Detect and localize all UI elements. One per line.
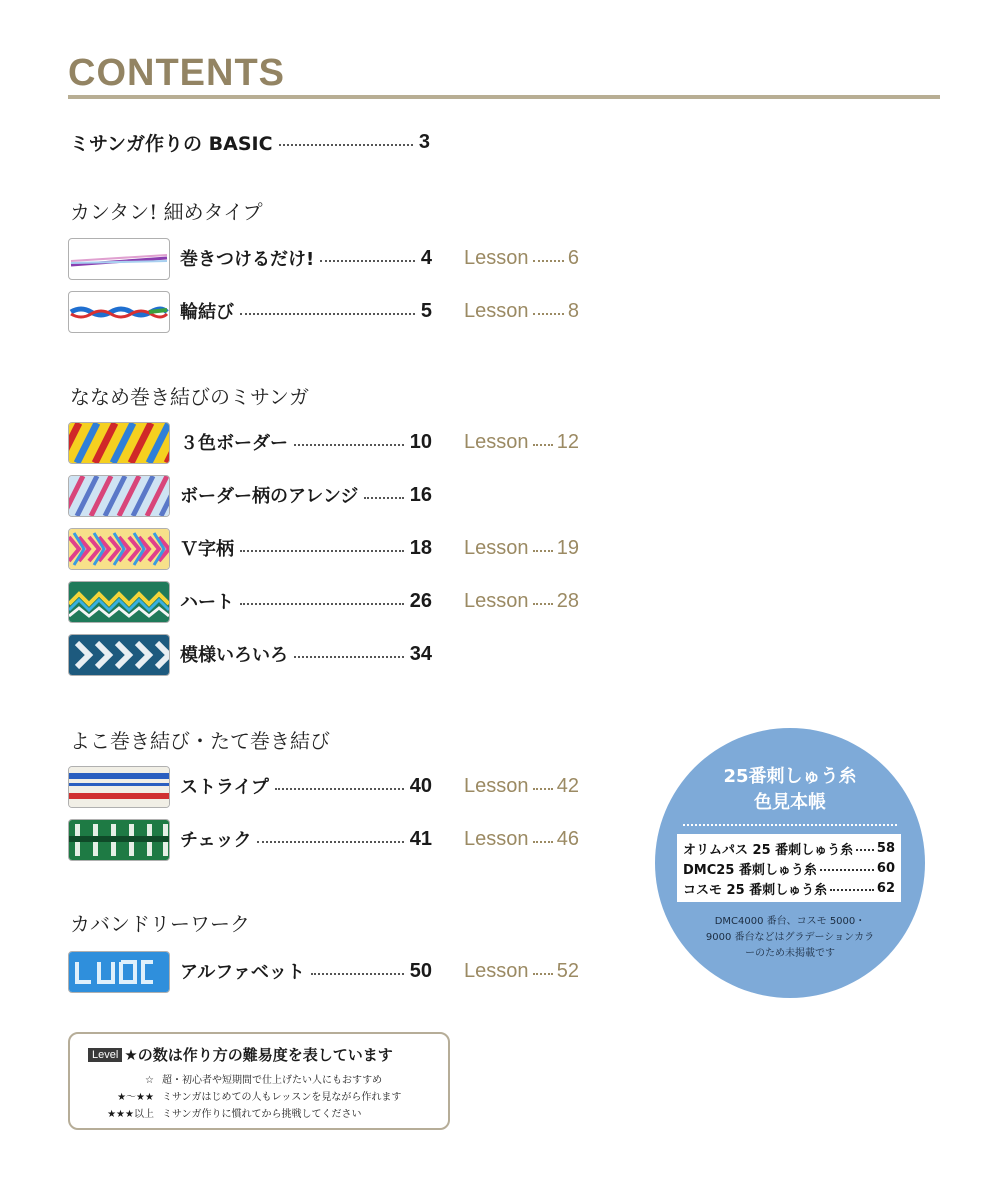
lesson-link[interactable] [464,957,579,985]
leader-dots [533,788,553,790]
leader-dots [240,603,404,605]
toc-entry[interactable] [68,951,628,995]
leader-dots [533,973,553,975]
leader-dots [364,497,403,499]
entry-page: 34 [409,642,432,665]
entry-page: 5 [420,299,432,322]
entry-page: 16 [409,483,432,506]
leader-dots [294,444,404,446]
leader-dots [533,444,553,446]
level-desc: ミサンガはじめての人もレッスンを見ながら作れます [162,1092,402,1103]
lesson-page: 52 [556,959,579,982]
bracelet-thumbnail [68,528,170,570]
lesson-label: Lesson [464,246,529,269]
toc-basic[interactable] [70,128,430,156]
bracelet-thumbnail [68,475,170,517]
lesson-link[interactable] [464,534,579,562]
section-heading-horizontal-vertical: よこ巻き結び・たて巻き結び [70,729,330,753]
entry-page: 26 [409,589,432,612]
leader-dots [240,550,404,552]
leader-dots [820,869,874,871]
lesson-label: Lesson [464,536,529,559]
leader-dots [320,260,415,262]
star-icon: ☆ [145,1075,154,1086]
bracelet-thumbnail [68,238,170,280]
lesson-link[interactable] [464,297,579,325]
toc-entry[interactable] [68,766,628,810]
swatch-item-label: コスモ 25 番刺しゅう糸 [683,882,828,898]
toc-entry[interactable] [68,422,628,466]
level-desc: ミサンガ作りに慣れてから挑戦してください [162,1109,362,1120]
entry-label: チェック [180,830,252,851]
lesson-page: 6 [567,246,579,269]
difficulty-legend [68,1032,450,1130]
entry-label: ３色ボーダー [180,433,288,454]
title-divider [68,95,940,99]
lesson-label: Lesson [464,299,529,322]
lesson-page: 28 [556,589,579,612]
leader-dots [311,973,404,975]
lesson-page: 19 [556,536,579,559]
swatch-title-line2: 色見本帳 [754,792,826,813]
lesson-link[interactable] [464,244,579,272]
swatch-item[interactable] [683,858,895,878]
swatch-title-line1: 25番刺しゅう糸 [723,766,857,787]
bracelet-thumbnail [68,422,170,464]
swatch-item-page: 62 [876,880,895,896]
entry-label: アルファベット [180,962,305,983]
level-line [70,1106,450,1123]
toc-entry[interactable] [68,528,628,572]
entry-page: 41 [409,827,432,850]
lesson-link[interactable] [464,772,579,800]
lesson-link[interactable] [464,428,579,456]
toc-entry[interactable] [68,581,628,625]
toc-entry[interactable] [68,634,628,678]
level-line [70,1089,450,1106]
swatch-item-page: 58 [876,840,895,856]
swatch-item-label: オリムパス 25 番刺しゅう糸 [683,842,854,858]
toc-entry[interactable] [68,238,628,282]
leader-dots [830,889,874,891]
section-heading-cavandoli: カバンドリーワーク [70,912,250,936]
lesson-label: Lesson [464,827,529,850]
swatch-item[interactable] [683,838,895,858]
entry-label: ボーダー柄のアレンジ [180,486,359,507]
leader-dots [275,788,404,790]
leader-dots [856,849,874,851]
swatch-item-label: DMC25 番刺しゅう糸 [683,862,817,878]
entry-page: 10 [409,430,432,453]
entry-label: ストライプ [180,777,269,798]
lesson-page: 46 [556,827,579,850]
toc-entry[interactable] [68,819,628,863]
level-heading: ★の数は作り方の難易度を表しています [124,1046,393,1064]
leader-dots [294,656,404,658]
bracelet-thumbnail [68,581,170,623]
color-swatch-callout[interactable] [655,728,925,998]
swatch-item-page: 60 [876,860,895,876]
entry-label: 巻きつけるだけ! [180,249,315,270]
entry-page: 4 [420,246,432,269]
toc-entry[interactable] [68,475,628,519]
bracelet-thumbnail [68,951,170,993]
lesson-page: 42 [556,774,579,797]
leader-dots [533,260,564,262]
leader-dots [240,313,415,315]
leader-dots [533,841,553,843]
entry-page: 18 [409,536,432,559]
entry-label: 輪結び [180,302,234,323]
lesson-page: 12 [556,430,579,453]
bracelet-thumbnail [68,766,170,808]
entry-label: 模様いろいろ [180,645,288,666]
lesson-label: Lesson [464,589,529,612]
bracelet-thumbnail [68,291,170,333]
toc-entry[interactable] [68,291,628,335]
section-heading-thin: カンタン! 細めタイプ [70,200,263,224]
bracelet-thumbnail [68,634,170,676]
entry-label: Ｖ字柄 [180,539,234,560]
lesson-link[interactable] [464,825,579,853]
lesson-link[interactable] [464,587,579,615]
leader-dots [257,841,403,843]
star-icon: ★★★以上 [107,1109,154,1120]
entry-page: 50 [409,959,432,982]
bracelet-thumbnail [68,819,170,861]
leader-dots [533,313,564,315]
lesson-label: Lesson [464,430,529,453]
toc-basic-label: ミサンガ作りの BASIC [70,132,273,155]
lesson-label: Lesson [464,959,529,982]
swatch-list [677,834,901,902]
lesson-label: Lesson [464,774,529,797]
level-tag: Level [88,1048,122,1062]
swatch-divider [683,824,897,826]
lesson-page: 8 [567,299,579,322]
swatch-item[interactable] [683,878,895,898]
star-icon: ★〜★★ [117,1092,154,1103]
level-desc: 超・初心者や短期間で仕上げたい人にもおすすめ [162,1075,383,1086]
level-line [70,1072,450,1089]
toc-basic-page: 3 [418,130,430,153]
leader-dots [279,144,413,146]
page-title: CONTENTS [68,52,285,94]
section-heading-diagonal: ななめ巻き結びのミサンガ [70,385,309,409]
entry-page: 40 [409,774,432,797]
swatch-note: DMC4000 番台、コスモ 5000・9000 番台などはグラデーションカラーのため未掲載です [705,916,875,959]
leader-dots [533,603,553,605]
entry-label: ハート [180,592,234,613]
leader-dots [533,550,553,552]
